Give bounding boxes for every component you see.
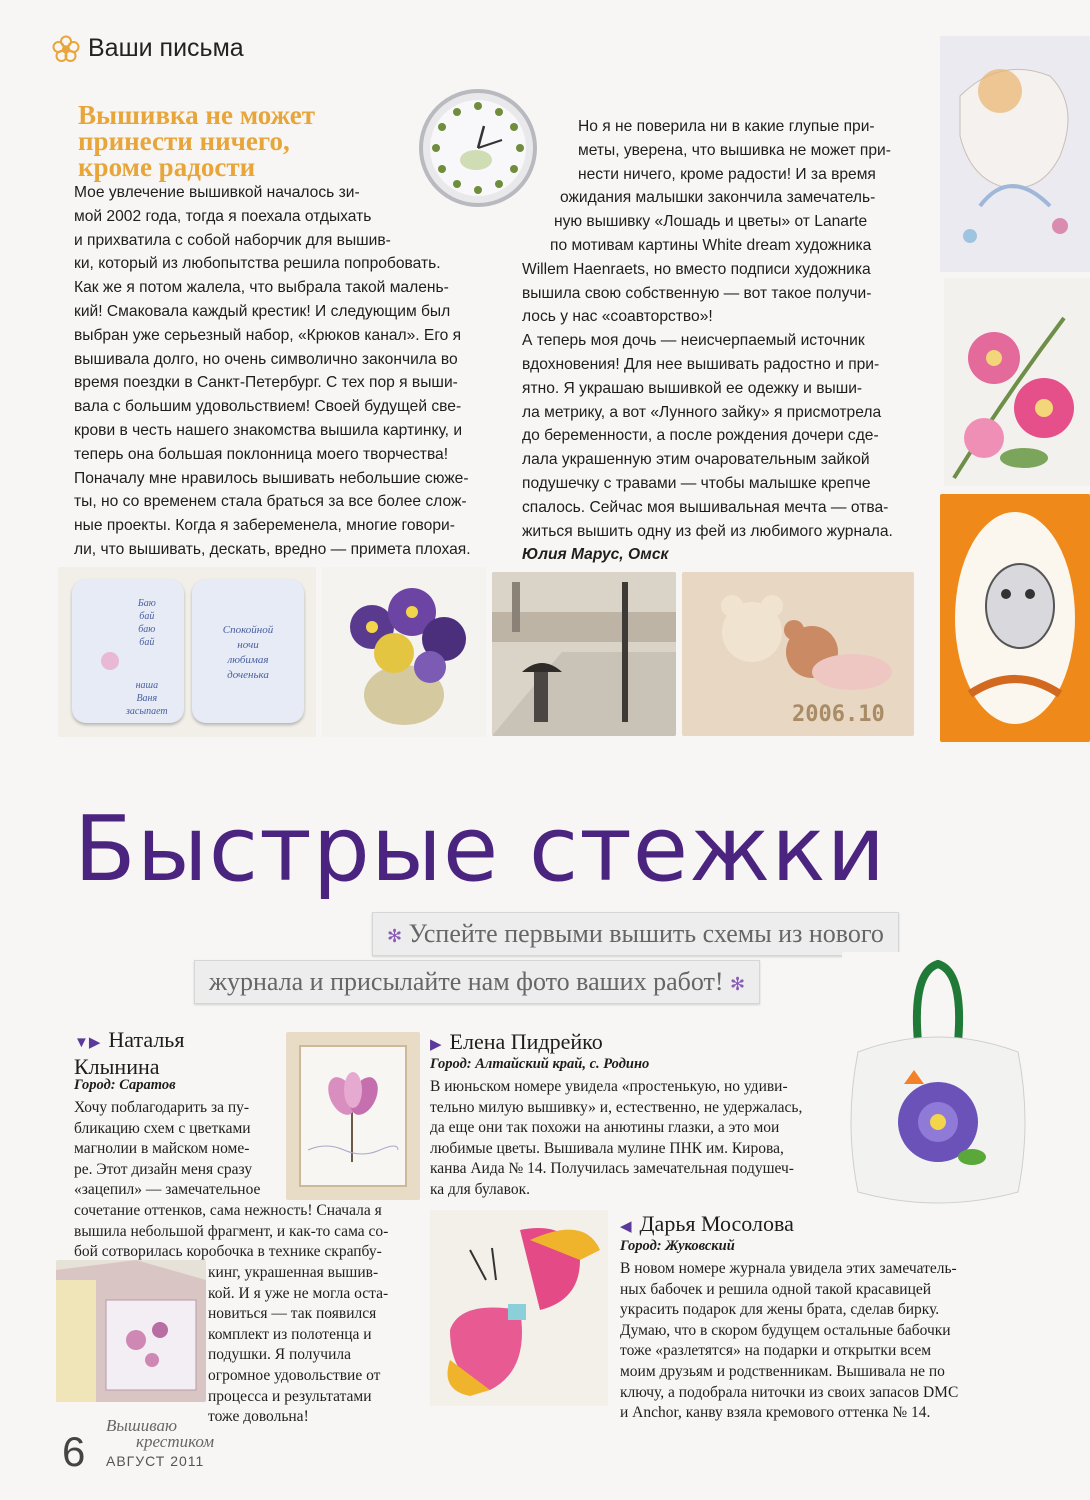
article-title: Вышивка не может принести ничего, кроме радости	[78, 100, 316, 182]
moon-bunny-icon	[80, 621, 130, 691]
flower-icon	[52, 35, 80, 63]
cat-embroidery-photo	[940, 494, 1090, 742]
letter-klynina-text-2: кинг, украшенная вышив- кой. И я уже не могла оста- новиться — так появился комплект из полотенца и подушки. Я получила огромное удовольствие от процесса и результатами тоже довольна!	[208, 1264, 389, 1426]
right-pillow	[192, 579, 304, 723]
banner-line-1: ✻ Успейте первыми вышить схемы из нового	[372, 912, 899, 956]
bridge-couple-photo	[492, 572, 676, 736]
quick-stitches-title: Быстрые стежки	[74, 797, 887, 902]
letter-klynina-text: Хочу поблагодарить за пу- бликацию схем с цветками магнолии в майском номе- ре. Этот дизайн меня сразу «зацепил» — замечательное сочетание оттенков, сама нежность! Сначала я вышила небольшой фрагмент, и как-то сама со- бой сотворилась коробочка в технике скрапбу-	[74, 1099, 389, 1261]
letter-pidreyko-name: ▶ Елена Пидрейко	[430, 1029, 603, 1054]
butterfly-photo	[430, 1210, 608, 1406]
section-title: Ваши письма	[88, 34, 244, 62]
triangle-icon: ▼▶	[74, 1035, 101, 1051]
article-column-1: Мое увлечение вышивкой началось зи- мой 2002 года, тогда я поехала отдыхать и прихватила с собой наборчик для вышив- ки, который из любопытства решила попробовать. Как же я потом жалела, что выбрала такой малень- кий! Смаковала каждый крестик! И следующим был выбран уже серьезный набор, «Крюков канал». Его я вышивала долго, но очень символично закончила во время поездки в Санкт-Петербург. С тех пор я выши- вала с большим удовольствием! Своей будущей све- крови в честь нашего знакомства вышила картинку, и теперь она большая поклонница моего творчества! Поначалу мне нравилось вышивать небольшие сюже- ты, но со временем стала браться за все более слож- ные проекты. Когда я забеременела, многие говори- ли, что вышивать, дескать, вредно — примета плохая.	[74, 184, 471, 558]
magazine-logo: Вышиваю крестиком	[106, 1416, 215, 1451]
pincushion-photo	[842, 952, 1034, 1214]
page-number: 6	[62, 1428, 86, 1475]
article-column-2: Но я не поверила ни в какие глупые при- меты, уверена, что вышивка не может при- нести ничего, кроме радости! И за время ожидания малышки закончила замечатель- ную вышивку «Лошадь и цветы» от Lanarte по мотивам картины White dream художника Willem Haenraets, но вместо подписи художника вышила свою собственную — вот такое получи- лось у нас «соавторство»! А теперь моя дочь — неисчерпаемый источник вдохновения! Для нее вышивать радостно и при- ятно. Я украшаю вышивкой ее одежку и выши- ла метрику, а вот «Лунного зайку» я присмотрела до беременности, а после рождения дочери сде- лала украшенную этим очаровательным зайкой подушечку с травами — чтобы малышке крепче спалось. Сейчас моя вышивальная мечта — отва- житься вышить одну из фей из любимого журнала. Юлия Марус, Омск	[522, 115, 932, 567]
towel-pillow-photo	[56, 1260, 206, 1402]
bear-date: 2006.10	[792, 702, 885, 727]
letter-pidreyko-city: Город: Алтайский край, с. Родино	[430, 1056, 650, 1072]
left-pillow-text: Баю бай баю бай наша Ваня засыпает	[126, 598, 168, 717]
letter-mosolova-city: Город: Жуковский	[620, 1238, 735, 1254]
issue-date: АВГУСТ 2011	[106, 1453, 205, 1469]
magnolia-card-photo	[286, 1032, 420, 1200]
pillows-photo	[58, 567, 316, 737]
banner-line-2: журнала и присылайте нам фото ваших работ! ✻	[194, 960, 760, 1004]
star-icon: ✻	[387, 926, 403, 946]
triangle-icon: ▶	[430, 1037, 442, 1053]
letter-pidreyko-text: В июньском номере увидела «простенькую, но удиви- тельно милую вышивку» и, естественно, не удержалась, да еще они так похожи на анютины глазки, а это мои любимые цветы. Вышивала мулине ПНК им. Кирова, канва Аида № 14. Получилась замечательная подушеч- ка для булавок.	[430, 1078, 803, 1198]
signature: Юлия Марус, Омск	[522, 546, 669, 564]
star-icon: ✻	[730, 974, 746, 994]
horse-embroidery-photo	[940, 36, 1090, 272]
letter-klynina-city: Город: Саратов	[74, 1077, 176, 1093]
right-pillow-text: Спокойной ночи любимая доченька	[222, 624, 274, 681]
pansies-vase-photo	[322, 567, 486, 737]
teddy-bears-photo	[682, 572, 914, 736]
section-header	[52, 34, 244, 63]
letter-mosolova-name: ◀ Дарья Мосолова	[620, 1211, 794, 1236]
left-pillow	[72, 579, 184, 723]
triangle-icon: ◀	[620, 1219, 632, 1235]
letter-mosolova-text: В новом номере журнала увидела этих замечатель- ных бабочек и решила одной такой красавицей украсить подарок для жены брата, сделав бирку. Думаю, что в скором будущем остальные бабочки тоже «разлетятся» на подарки и открытки всем моим друзьям и родственникам. Вышивала не по ключу, а подобрала ниточки из своих запасов DMC и Anchor, канву взяла кремового оттенка № 14.	[620, 1260, 959, 1422]
letter-klynina-name: ▼▶ Наталья Клынина	[74, 1027, 185, 1079]
flowers-embroidery-photo	[944, 278, 1090, 486]
